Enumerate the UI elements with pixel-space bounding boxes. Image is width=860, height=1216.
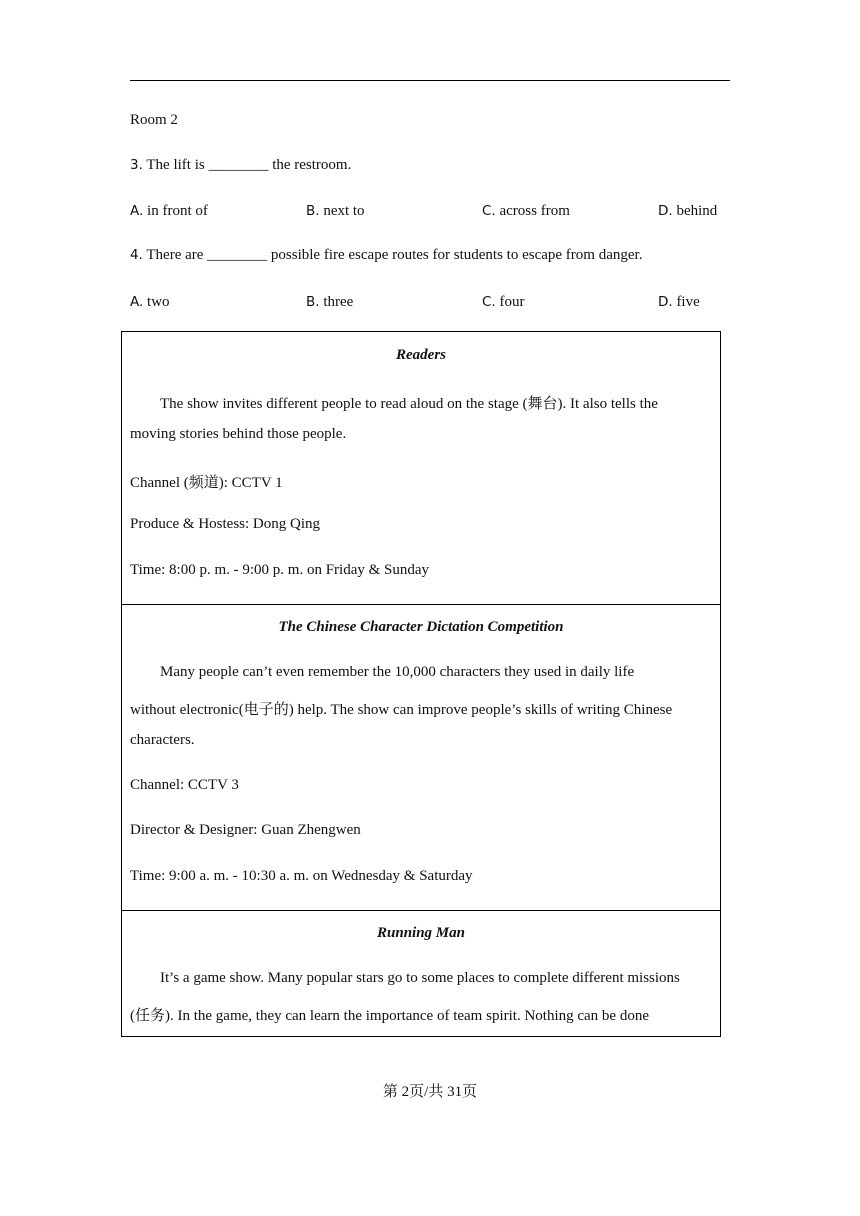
option-letter: A. [130,294,144,310]
option-letter: C. [482,294,496,310]
show-time: Time: 9:00 a. m. - 10:30 a. m. on Wednesday & Saturday [130,868,473,884]
question-3-option-c [482,203,570,220]
show-cell-readers [122,332,720,605]
option-letter: D. [658,203,673,219]
question-4 [130,247,642,264]
option-text: five [676,294,700,310]
show-description-line: without electronic(电子的) help. The show can improve people’s skills of writing Chinese [130,702,673,718]
section-label: Room 2 [130,112,178,128]
option-text: two [147,294,170,310]
question-number: 3. [130,157,143,173]
option-text: four [499,294,525,310]
question-4-option-c [482,294,524,311]
option-letter: B. [306,203,320,219]
question-text: The lift is ________ the restroom. [146,157,352,173]
option-text: across from [499,203,570,219]
show-description-line: characters. [130,732,195,748]
show-description-line: The show invites different people to read aloud on the stage (舞台). It also tells the [160,396,658,412]
show-title: The Chinese Character Dictation Competition [278,619,564,635]
question-3-option-d [658,203,717,220]
show-channel: Channel: CCTV 3 [130,777,239,793]
show-cell-running-man [122,911,720,1036]
show-channel: Channel (频道): CCTV 1 [130,475,283,491]
show-title: Readers [396,347,446,363]
question-3 [130,157,351,174]
show-time: Time: 8:00 p. m. - 9:00 p. m. on Friday & Sunday [130,562,430,578]
option-letter: C. [482,203,496,219]
show-producer: Produce & Hostess: Dong Qing [130,516,320,532]
show-cell-dictation [122,605,720,911]
show-description-line: It’s a game show. Many popular stars go to some places to complete different missions [160,970,680,986]
question-text: There are ________ possible fire escape routes for students to escape from danger. [146,247,643,263]
option-text: in front of [147,203,208,219]
option-text: next to [323,203,365,219]
question-3-option-a [130,203,208,220]
option-text: three [323,294,354,310]
option-letter: B. [306,294,320,310]
option-letter: D. [658,294,673,310]
header-rule [130,80,730,81]
option-letter: A. [130,203,144,219]
question-4-option-b [306,294,353,311]
show-description-line: (任务). In the game, they can learn the importance of team spirit. Nothing can be done [130,1008,649,1024]
question-4-option-a [130,294,170,311]
show-description-line: Many people can’t even remember the 10,000 characters they used in daily life [160,664,635,680]
page-footer: 第 2页/共 31页 [382,1084,478,1100]
question-3-option-b [306,203,365,220]
show-description-line: moving stories behind those people. [130,426,347,442]
show-director: Director & Designer: Guan Zhengwen [130,822,361,838]
option-text: behind [676,203,718,219]
question-4-option-d [658,294,700,311]
tv-shows-table [121,331,721,1037]
question-number: 4. [130,247,143,263]
show-title: Running Man [377,925,465,941]
